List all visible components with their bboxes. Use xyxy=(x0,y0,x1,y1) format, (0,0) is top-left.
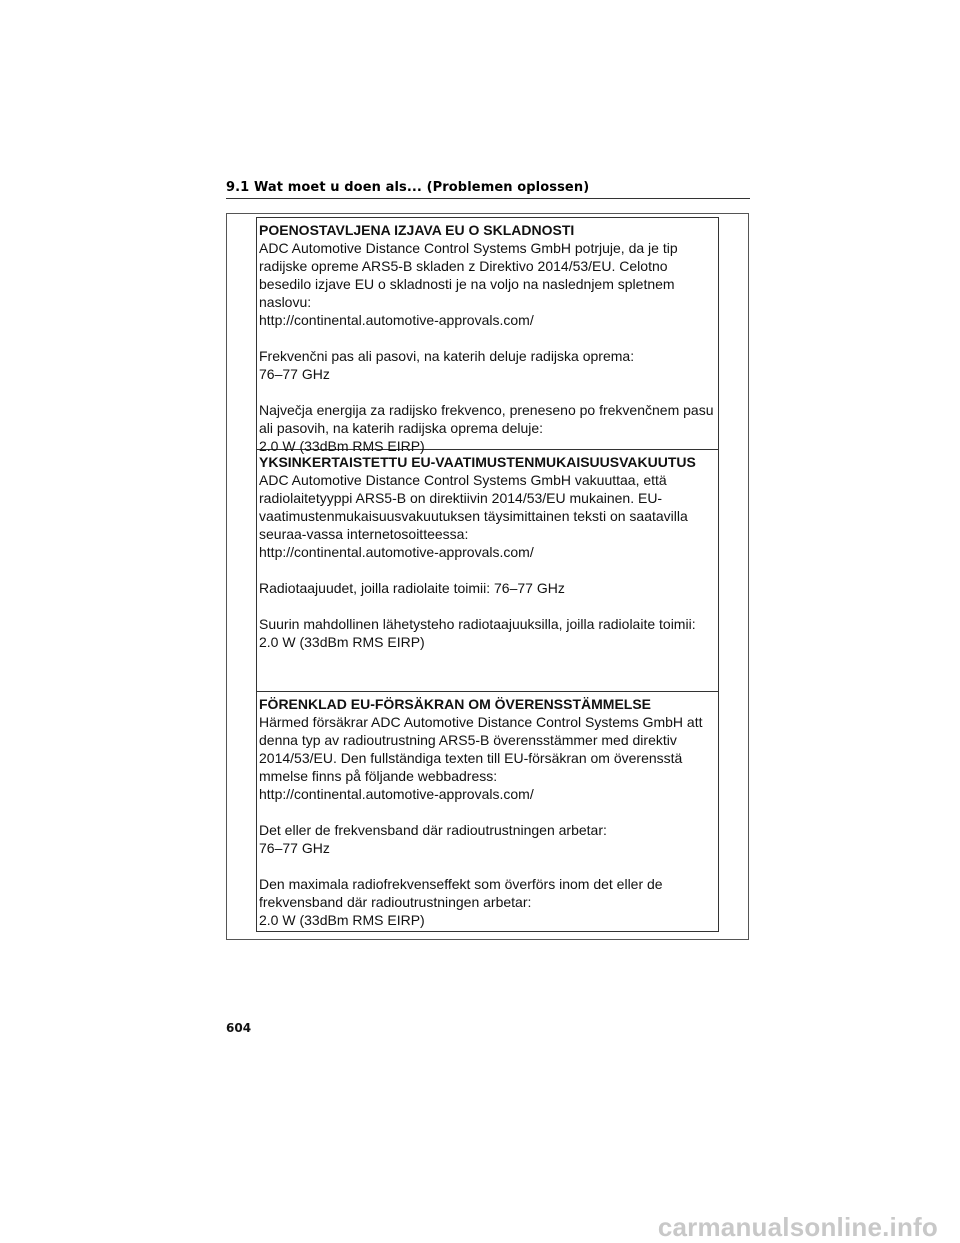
declaration-paragraph: Det eller de frekvensband där radioutrustningen arbetar: 76–77 GHz xyxy=(259,822,607,856)
declaration-paragraph: Suurin mahdollinen lähetysteho radiotaajuuksilla, joilla radiolaite toimii: 2.0 W (33dBm RMS EIRP) xyxy=(259,616,696,650)
declaration-paragraph: ADC Automotive Distance Control Systems GmbH vakuuttaa, että radiolaitetyyppi ARS5-B on direktiivin 2014/53/EU mukainen. EU- vaatimustenmukaisuusvakuutuksen täysimittainen teksti on saatavilla seuraa-vassa internetosoitteessa: http://continental.automotive-approvals.com/ xyxy=(259,472,688,560)
declaration-swedish xyxy=(257,692,718,931)
declaration-paragraph: Frekvenčni pas ali pasovi, na katerih deluje radijska oprema: 76–77 GHz xyxy=(259,348,635,382)
declaration-slovenian xyxy=(257,218,718,454)
declaration-paragraph: Den maximala radiofrekvenseffekt som överförs inom det eller de frekvensband där radioutrustningen arbetar: 2.0 W (33dBm RMS EIRP) xyxy=(259,876,663,928)
declaration-paragraph: ADC Automotive Distance Control Systems GmbH potrjuje, da je tip radijske opreme ARS5-B skladen z Direktivo 2014/53/EU. Celotno besedilo izjave EU o skladnosti je na voljo na naslednjem spletnem naslovu: http://continental.automotive-approvals.com/ xyxy=(259,240,678,328)
header-divider xyxy=(226,198,750,199)
watermark: carmanualsonline.info xyxy=(657,1212,938,1242)
section-header: 9.1 Wat moet u doen als... (Problemen oplossen) xyxy=(226,180,590,195)
declaration-title: FÖRENKLAD EU-FÖRSÄKRAN OM ÖVERENSSTÄMMELSE xyxy=(259,696,652,712)
declaration-paragraph: Radiotaajuudet, joilla radiolaite toimii: 76–77 GHz xyxy=(259,580,565,596)
declaration-title: POENOSTAVLJENA IZJAVA EU O SKLADNOSTI xyxy=(259,222,575,238)
declaration-title: YKSINKERTAISTETTU EU-VAATIMUSTENMUKAISUUSVAKUUTUS xyxy=(259,454,696,470)
declarations-table xyxy=(256,217,719,932)
declaration-paragraph: Največja energija za radijsko frekvenco, preneseno po frekvenčnem pasu ali pasovih, na katerih radijska oprema deluje: 2.0 W (33dBm RMS EIRP) xyxy=(259,402,714,454)
declaration-finnish xyxy=(257,450,718,692)
declaration-paragraph: Härmed försäkrar ADC Automotive Distance Control Systems GmbH att denna typ av radioutrustning ARS5-B överensstämmer med direktiv 2014/53/EU. Den fullständiga texten till EU-försäkran om överensstä mmelse finns på följande webbadress: http://continental.automotive-approvals.com/ xyxy=(259,714,703,802)
page-number: 604 xyxy=(226,1021,252,1035)
